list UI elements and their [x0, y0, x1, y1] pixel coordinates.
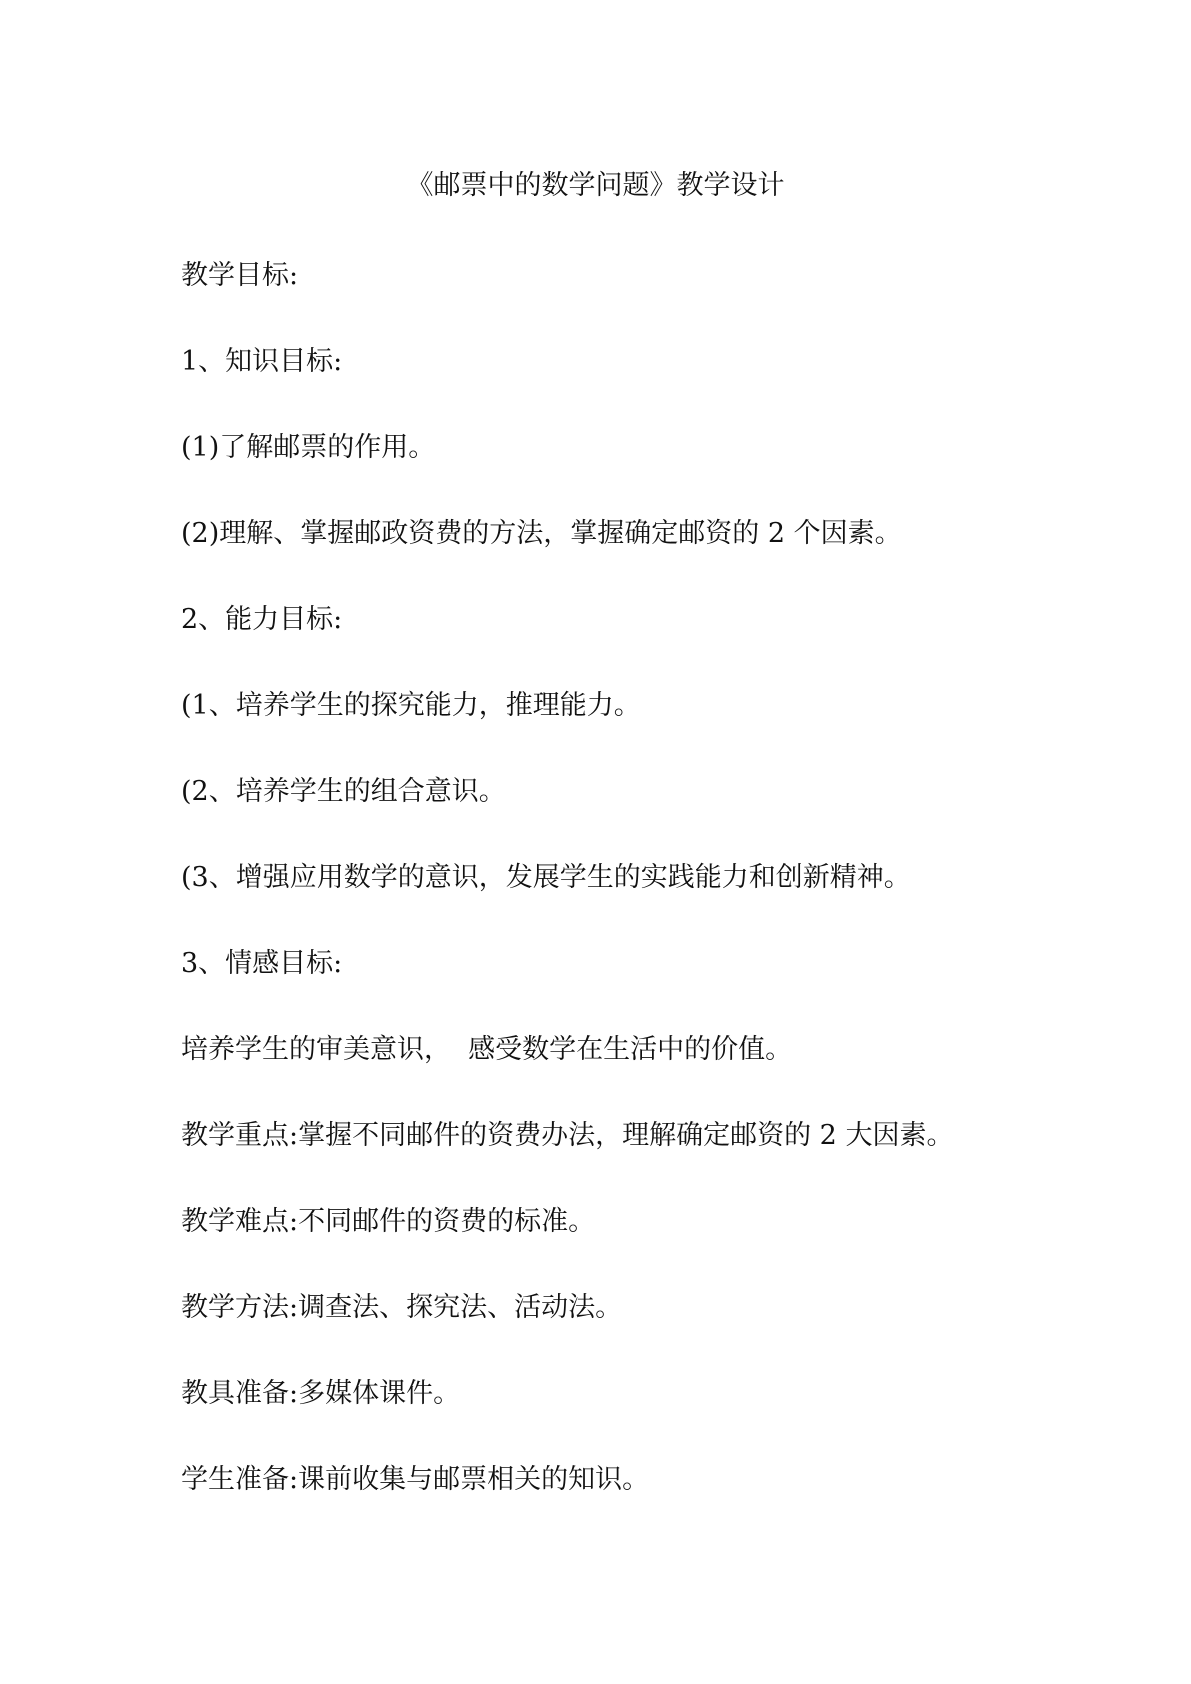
document-title: 《邮票中的数学问题》教学设计	[406, 170, 785, 201]
subheading-emotional-goals: 3、情感目标:	[181, 948, 343, 979]
subheading-knowledge-goals: 1、知识目标:	[181, 346, 343, 377]
ability-goal-item: (1、培养学生的探究能力，推理能力。	[181, 690, 641, 721]
teaching-difficulty: 教学难点:不同邮件的资费的标准。	[181, 1206, 596, 1237]
ability-goal-item: (3、增强应用数学的意识，发展学生的实践能力和创新精神。	[181, 862, 911, 893]
knowledge-goal-item: (2)理解、掌握邮政资费的方法，掌握确定邮资的 2 个因素。	[181, 518, 902, 549]
teaching-focus: 教学重点:掌握不同邮件的资费办法，理解确定邮资的 2 大因素。	[181, 1120, 954, 1151]
section-heading-teaching-goals: 教学目标:	[181, 260, 299, 291]
emotional-goal-text: 培养学生的审美意识， 感受数学在生活中的价值。	[181, 1034, 793, 1065]
ability-goal-item: (2、培养学生的组合意识。	[181, 776, 506, 807]
knowledge-goal-item: (1)了解邮票的作用。	[181, 432, 436, 463]
teaching-methods: 教学方法:调查法、探究法、活动法。	[181, 1292, 623, 1323]
subheading-ability-goals: 2、能力目标:	[181, 604, 343, 635]
teaching-aids: 教具准备:多媒体课件。	[181, 1378, 461, 1409]
student-preparation: 学生准备:课前收集与邮票相关的知识。	[181, 1464, 650, 1495]
